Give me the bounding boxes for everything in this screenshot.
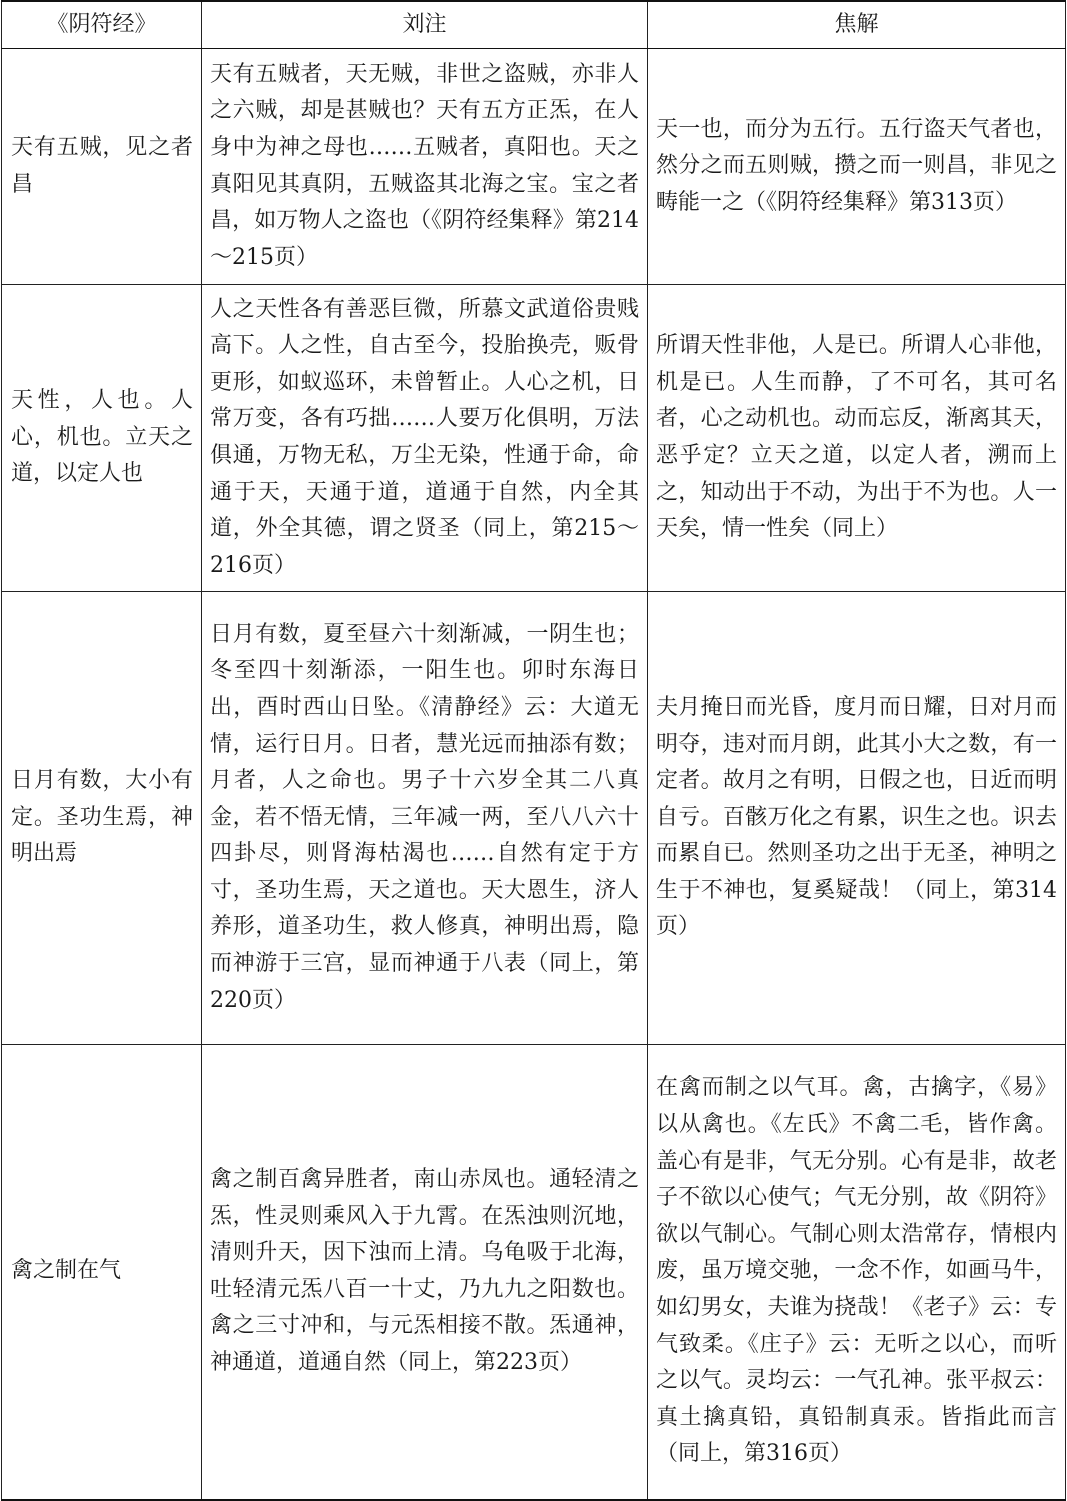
scripture-cell bbox=[2, 1045, 202, 1500]
header-row bbox=[2, 1, 1066, 49]
liu-commentary-text: 禽之制百禽异胜者，南山赤凤也。通轻清之炁，性灵则乘风入于九霄。在炁浊则沉地，清则升天，因下浊而上清。乌龟吸于北海，吐轻清元炁八百一十丈，乃九九之阳数也。禽之三寸冲和，与元炁相接不散。炁通神，神通道，道通自然（同上，第223页） bbox=[210, 1166, 639, 1375]
jiao-explanation-text: 天一也，而分为五行。五行盗天气者也，然分之而五则贼，攒之而一则昌，非见之畴能一之（《阴符经集释》第313页） bbox=[656, 116, 1057, 215]
liu-commentary-text: 日月有数，夏至昼六十刻渐减，一阴生也；冬至四十刻渐添，一阳生也。卯时东海日出，酉时西山日坠。《清静经》云：大道无情，运行日月。日者，慧光远而抽添有数；月者，人之命也。男子十六岁全其二八真金，若不悟无情，三年减一两，至八八六十四卦尽，则肾海枯渴也……自然有定于方寸，圣功生焉，天之道也。天大恩生，济人养形，道圣功生，救人修真，神明出焉，隐而神游于三宫，显而神通于八表（同上，第220页） bbox=[210, 621, 639, 1013]
table-row bbox=[2, 1045, 1066, 1500]
scripture-text: 日月有数，大小有定。圣功生焉，神明出焉 bbox=[11, 768, 193, 867]
jiao-explanation-cell bbox=[648, 49, 1066, 285]
jiao-explanation-text: 夫月掩日而光昏，度月而日耀，日对月而明夺，违对而月朗，此其小大之数，有一定者。故月之有明，日假之也，日近而明自亏。百骸万化之有累，识生之也。识去而累自已。然则圣功之出于无圣，神明之生于不神也，复奚疑哉！（同上，第314页） bbox=[656, 694, 1057, 940]
table-row bbox=[2, 49, 1066, 285]
header-jiao-explanation: 焦解 bbox=[648, 1, 1066, 49]
scripture-text: 天有五贼，见之者昌 bbox=[11, 134, 193, 197]
jiao-explanation-text: 所谓天性非他，人是已。所谓人心非他，机是已。人生而静，了不可名，其可名者，心之动机也。动而忘反，渐离其天，恶乎定？立天之道，以定人者，溯而上之，知动出于不动，为出于不为也。人一天矣，情一性矣（同上） bbox=[656, 333, 1057, 542]
liu-commentary-cell bbox=[202, 285, 648, 592]
jiao-explanation-text: 在禽而制之以气耳。禽，古擒字，《易》以从禽也。《左氏》不禽二毛，皆作禽。盖心有是非，气无分别。心有是非，故老子不欲以心使气；气无分别，故《阴符》欲以气制心。气制心则太浩常存，情根内废，虽万境交驰，一念不作，如画马牛，如幻男女，夫谁为挠哉！《老子》云：专气致柔。《庄子》云：无听之以心，而听之以气。灵均云：一气孔神。张平叔云：真土擒真铅，真铅制真汞。皆指此而言（同上，第316页） bbox=[656, 1075, 1057, 1467]
liu-commentary-text: 天有五贼者，天无贼，非世之盗贼，亦非人之六贼，却是甚贼也？天有五方正炁，在人身中为神之母也……五贼者，真阳也。天之真阳见其真阴，五贼盗其北海之宝。宝之者昌，如万物人之盗也（《阴符经集释》第214～215页） bbox=[210, 61, 639, 270]
jiao-explanation-cell bbox=[648, 1045, 1066, 1500]
scripture-cell bbox=[2, 49, 202, 285]
header-liu-commentary: 刘注 bbox=[202, 1, 648, 49]
comparison-table bbox=[1, 0, 1066, 1501]
scripture-text: 禽之制在气 bbox=[11, 1258, 122, 1284]
scripture-text: 天性，人也。人心，机也。立天之道，以定人也 bbox=[11, 388, 193, 487]
header-scripture: 《阴符经》 bbox=[2, 1, 202, 49]
jiao-explanation-cell bbox=[648, 592, 1066, 1045]
table-header bbox=[2, 1, 1066, 49]
liu-commentary-text: 人之天性各有善恶巨微，所慕文武道俗贵贱高下。人之性，自古至今，投胎换壳，贩骨更形，如蚁巡环，未曾暂止。人心之机，日常万变，各有巧拙……人要万化俱明，万法俱通，万物无私，万尘无染，性通于命，命通于天，天通于道，道通于自然，内全其道，外全其德，谓之贤圣（同上，第215～216页） bbox=[210, 296, 639, 578]
liu-commentary-cell bbox=[202, 592, 648, 1045]
table-row bbox=[2, 592, 1066, 1045]
liu-commentary-cell bbox=[202, 1045, 648, 1500]
table-row bbox=[2, 285, 1066, 592]
table-body bbox=[2, 49, 1066, 1500]
scripture-cell bbox=[2, 285, 202, 592]
liu-commentary-cell bbox=[202, 49, 648, 285]
scripture-cell bbox=[2, 592, 202, 1045]
jiao-explanation-cell bbox=[648, 285, 1066, 592]
